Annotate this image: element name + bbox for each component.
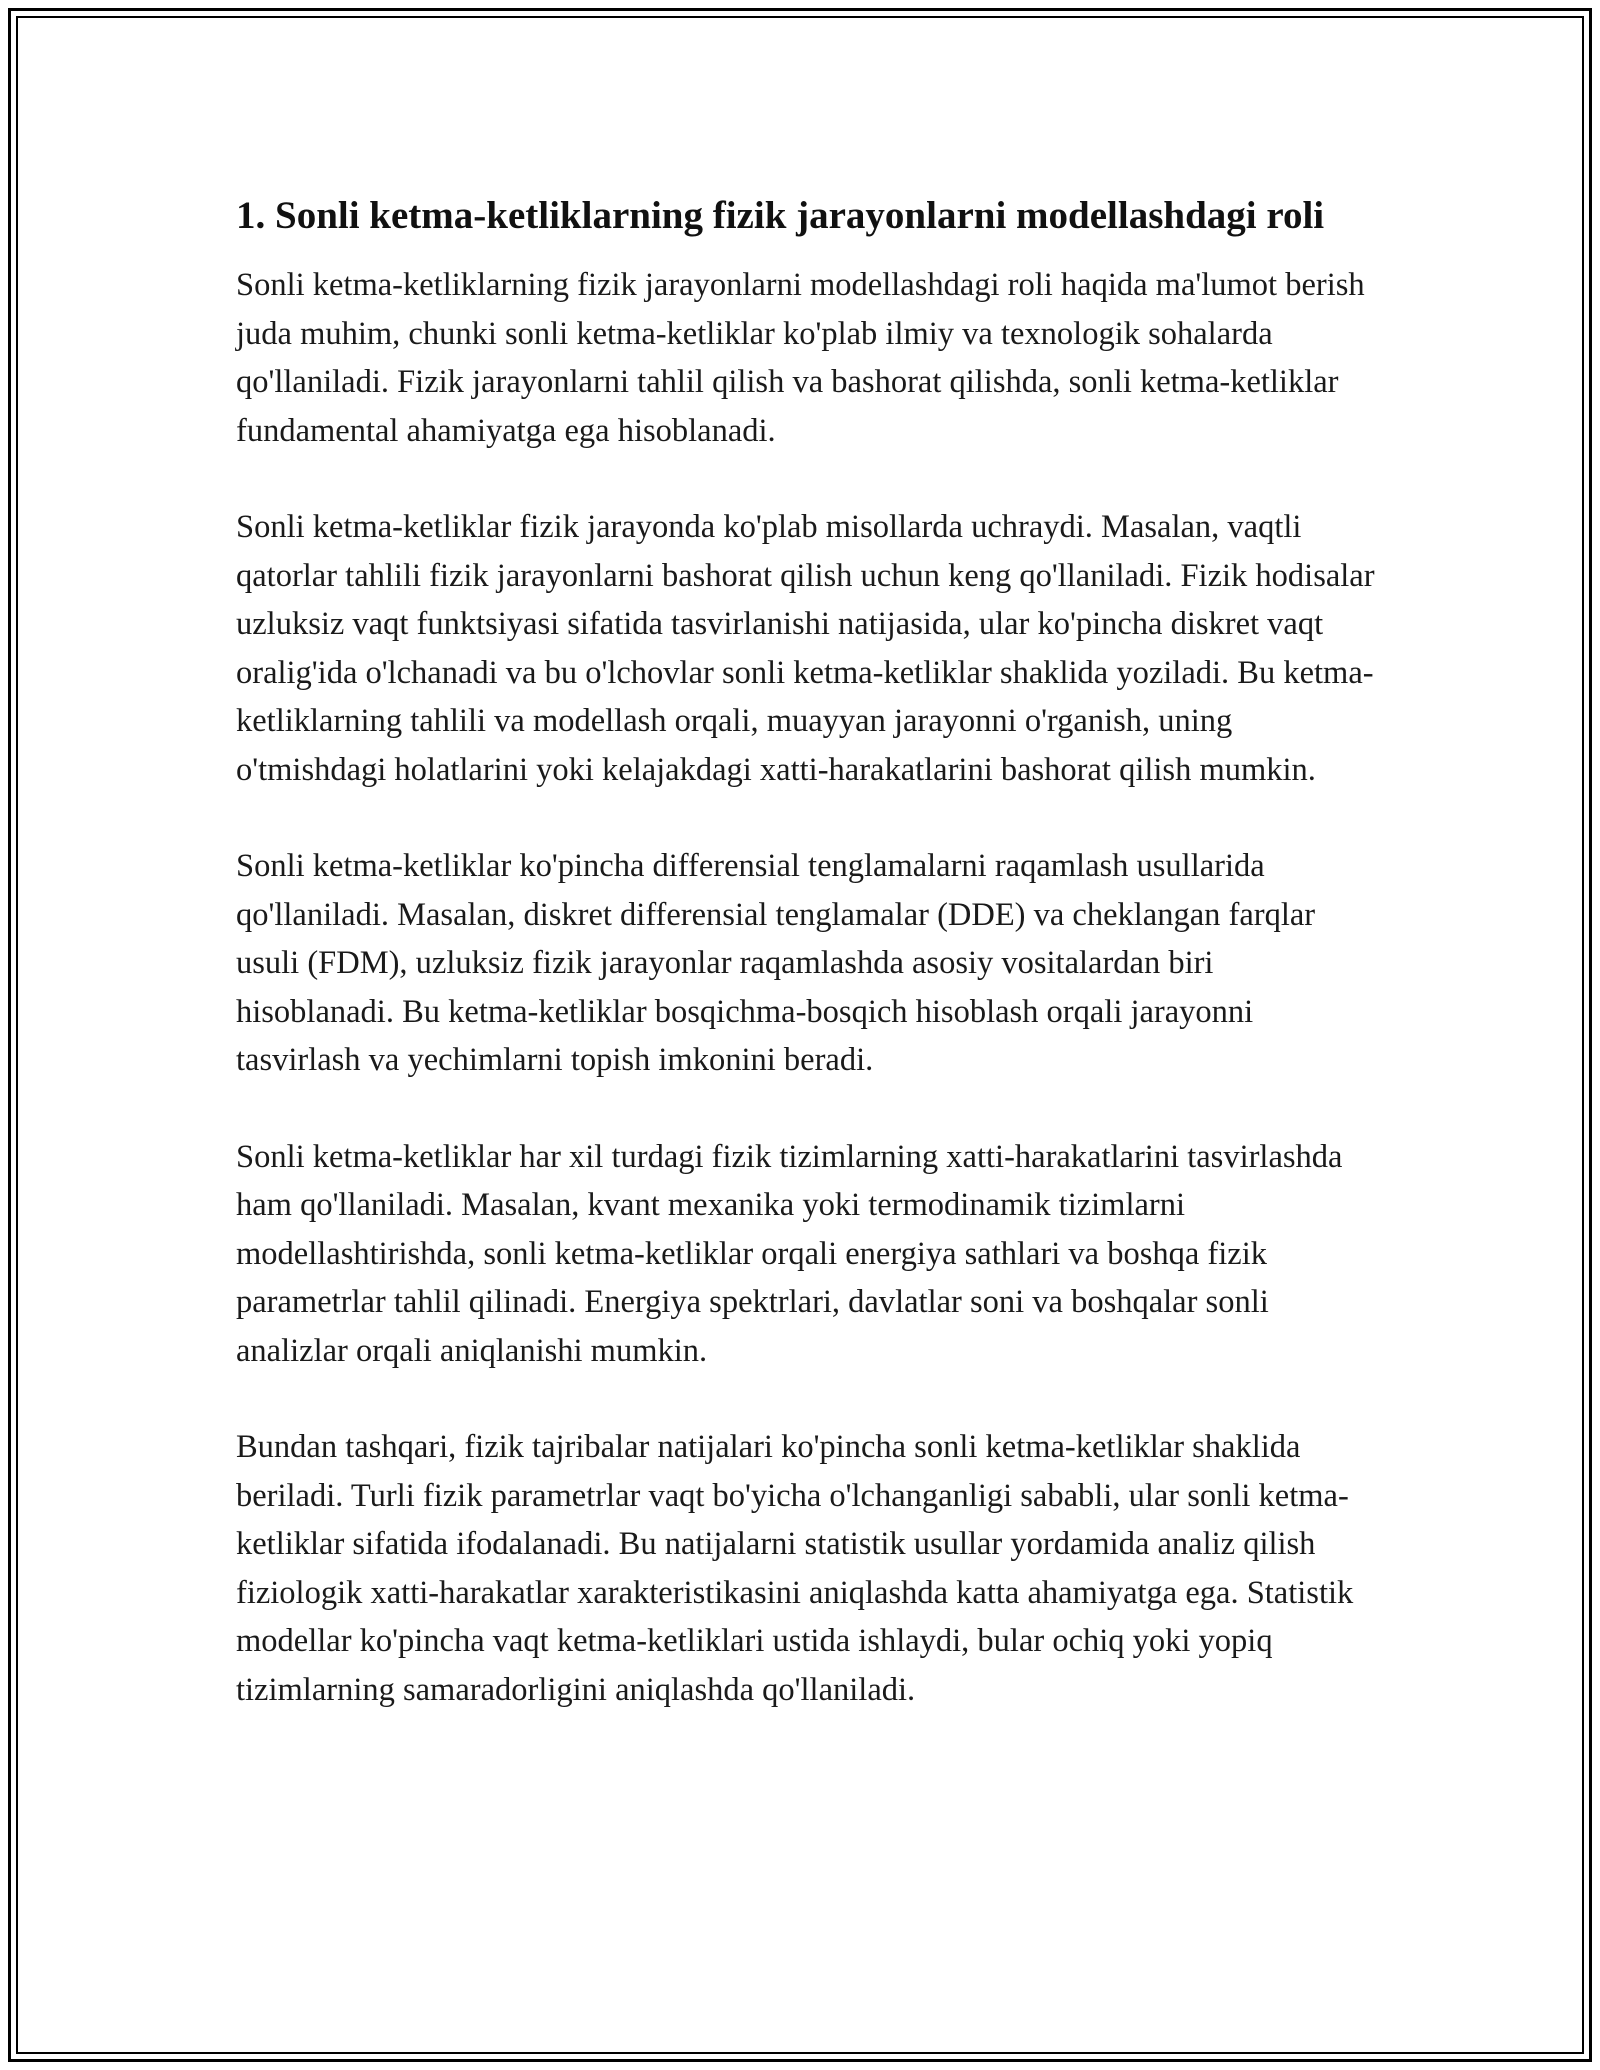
- paragraph-5: Bundan tashqari, fizik tajribalar natijalari ko'pincha sonli ketma-ketliklar shaklida beriladi. Turli fizik parametrlar vaqt bo'yicha o'lchanganligi sababli, ular sonli ketma-ketliklar sifatida ifodalanadi. Bu natijalarni statistik usullar yordamida analiz qilish fiziologik xatti-harakatlar xarakteristikasini aniqlashda katta ahamiyatga ega. Statistik modellar ko'pincha vaqt ketma-ketliklari ustida ishlaydi, bular ochiq yoki yopiq tizimlarning samaradorligini aniqlashda qo'llaniladi.: [236, 1429, 1354, 1708]
- paragraph-1: Sonli ketma-ketliklarning fizik jarayonlarni modellashdagi roli haqida ma'lumot berish juda muhim, chunki sonli ketma-ketliklar ko'plab ilmiy va texnologik sohalarda qo'llaniladi. Fizik jarayonlarni tahlil qilish va bashorat qilishda, sonli ketma-ketliklar fundamental ahamiyatga ega hisoblanadi.: [236, 267, 1365, 449]
- section-title: 1. Sonli ketma-ketliklarning fizik jarayonlarni modellashdagi roli: [236, 194, 1325, 237]
- paragraph-3: Sonli ketma-ketliklar ko'pincha differensial tenglamalarni raqamlash usullarida qo'llaniladi. Masalan, diskret differensial tenglamalar (DDE) va cheklangan farqlar usuli (FDM), uzluksiz fizik jarayonlar raqamlashda asosiy vositalardan biri hisoblanadi. Bu ketma-ketliklar bosqichma-bosqich hisoblash orqali jarayonni tasvirlash va yechimlarni topish imkonini beradi.: [236, 848, 1316, 1078]
- document-body: [236, 188, 1376, 1762]
- paragraph-2: Sonli ketma-ketliklar fizik jarayonda ko'plab misollarda uchraydi. Masalan, vaqtli qatorlar tahlili fizik jarayonlarni bashorat qilish uchun keng qo'llaniladi. Fizik hodisalar uzluksiz vaqt funktsiyasi sifatida tasvirlanishi natijasida, ular ko'pincha diskret vaqt oralig'ida o'lchanadi va bu o'lchovlar sonli ketma-ketliklar shaklida yoziladi. Bu ketma-ketliklarning tahlili va modellash orqali, muayyan jarayonni o'rganish, uning o'tmishdagi holatlarini yoki kelajakdagi xatti-harakatlarini bashorat qilish mumkin.: [236, 509, 1375, 788]
- paragraph-4: Sonli ketma-ketliklar har xil turdagi fizik tizimlarning xatti-harakatlarini tasvirlashda ham qo'llaniladi. Masalan, kvant mexanika yoki termodinamik tizimlarni modellashtirishda, sonli ketma-ketliklar orqali energiya sathlari va boshqa fizik parametrlar tahlil qilinadi. Energiya spektrlari, davlatlar soni va boshqalar sonli analizlar orqali aniqlanishi mumkin.: [236, 1138, 1343, 1369]
